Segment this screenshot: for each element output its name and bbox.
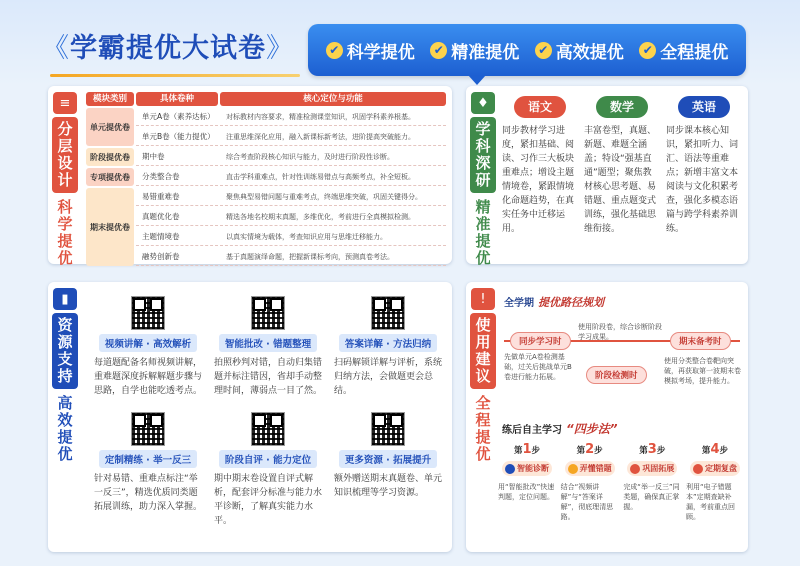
step-number: 第1步 bbox=[513, 442, 541, 457]
check-icon: ✔ bbox=[639, 42, 656, 59]
table-row bbox=[136, 228, 446, 246]
resource-desc: 针对易错、重难点标注“举一反三”，精选优质同类题拓展训练，助力深入掌握。 bbox=[94, 474, 203, 512]
method-heading: 练后自主学习 “四步法” bbox=[502, 422, 618, 436]
table-row bbox=[136, 108, 446, 126]
section-tag-main: 分层设计 bbox=[52, 117, 78, 193]
step-name: 智能诊断 bbox=[502, 461, 552, 476]
subject-desc: 丰富卷型，真题、新题、难题全涵盖；特设“强基直通”题型；聚焦教材核心思考题、易错题、重点题变式训练，强化基础思维衔接。 bbox=[584, 126, 657, 234]
subject-card bbox=[502, 96, 578, 236]
resource-desc: 每道题配备名师视频讲解，重难题深度拆解解题步骤与思路，自学也能吃透考点。 bbox=[94, 358, 203, 396]
category-cell: 期末提优卷 bbox=[86, 188, 134, 266]
step-name: 巩固拓展 bbox=[627, 461, 677, 476]
paper-function: 注重思维深化应用，融入新课标新考法，进阶提高突破能力。 bbox=[220, 128, 446, 146]
resource-item bbox=[92, 412, 204, 528]
feature-badge: ✔ 精准提优 bbox=[430, 38, 519, 63]
section-tag-sub: 精准提优 bbox=[475, 198, 491, 267]
cap-icon: ♦ bbox=[471, 92, 495, 114]
step-icon bbox=[568, 464, 578, 474]
subject-research-panel bbox=[466, 86, 748, 267]
step-desc: 完成“举一反三”同类题，确保真正掌握。 bbox=[623, 483, 680, 511]
note-midterm: 使用阶段卷，综合诊断阶段学习成果。 bbox=[578, 323, 662, 341]
step-number: 第3步 bbox=[639, 442, 666, 457]
title-bracket-open: 《 bbox=[42, 33, 70, 64]
subject-desc: 同步课本核心知识，紧扣听力、词汇、语法等重难点；新增丰富文本阅读与文化积累考查，强化多模态语篇与跨学科素养训练。 bbox=[666, 126, 739, 234]
section-tag bbox=[466, 282, 500, 463]
title-underline bbox=[50, 74, 300, 77]
section-tag-sub: 全程提优 bbox=[475, 394, 491, 463]
method-step bbox=[686, 442, 744, 522]
category-cell: 专项提优卷 bbox=[86, 168, 134, 186]
category-cell: 单元提优卷 bbox=[86, 108, 134, 146]
exam-type-table bbox=[86, 92, 446, 268]
paper-name: 融势创新卷 bbox=[136, 248, 218, 266]
step-desc: 结合“视频讲解”与“答案详解”，彻底理清思路。 bbox=[560, 483, 614, 521]
book-icon: ▮ bbox=[53, 288, 77, 310]
feature-badge: ✔ 科学提优 bbox=[326, 38, 415, 63]
header-function: 核心定位与功能 bbox=[220, 92, 446, 106]
subject-name: 语文 bbox=[514, 96, 566, 118]
paper-function: 聚焦典型易错问题与重难考点，终端思维突破，巩固关键得分。 bbox=[220, 188, 446, 206]
resource-title: 阶段自评 · 能力定位 bbox=[219, 450, 317, 468]
paper-function: 以真实情境为载体，考查知识应用与思维迁移能力。 bbox=[220, 228, 446, 246]
layered-design-panel bbox=[48, 86, 452, 267]
qr-code-icon[interactable] bbox=[371, 412, 405, 446]
stage-sync: 同步学习时 bbox=[510, 332, 571, 350]
resource-title: 更多资源 · 拓展提升 bbox=[339, 450, 437, 468]
section-tag-sub: 科学提优 bbox=[57, 198, 73, 267]
resource-desc: 扫码解锁详解与评析，系统归纳方法，会做题更会总结。 bbox=[334, 358, 443, 396]
table-row bbox=[136, 248, 446, 266]
resource-item bbox=[92, 296, 204, 398]
section-tag-main: 使用建议 bbox=[470, 313, 496, 389]
resource-title: 视频讲解 · 高效解析 bbox=[99, 334, 197, 352]
header-category: 模块类别 bbox=[86, 92, 134, 106]
resource-item bbox=[332, 296, 444, 398]
qr-code-icon[interactable] bbox=[131, 296, 165, 330]
resource-desc: 额外赠送期末真题卷、单元知识梳理等学习资源。 bbox=[334, 474, 443, 498]
qr-code-icon[interactable] bbox=[251, 296, 285, 330]
paper-name: 单元A卷（素养达标） bbox=[136, 108, 218, 126]
paper-function: 综合考查阶段核心知识与能力，及时进行阶段性诊断。 bbox=[220, 148, 446, 166]
paper-function: 直击学科重难点，针对性训练易错点与高频考点，补全短板。 bbox=[220, 168, 446, 186]
section-tag-main: 学科深研 bbox=[470, 117, 496, 193]
resource-title: 智能批改 · 错题整理 bbox=[219, 334, 317, 352]
book-title bbox=[42, 26, 294, 72]
check-icon: ✔ bbox=[326, 42, 343, 59]
step-number: 第4步 bbox=[701, 442, 728, 457]
qr-code-icon[interactable] bbox=[131, 412, 165, 446]
paper-function: 对标教材内容要求，精准检测课堂知识，巩固学科素养根基。 bbox=[220, 108, 446, 126]
note-final: 使用分类整合卷靶向突破，再获取第一波期末卷模拟考场，提升能力。 bbox=[664, 357, 741, 385]
subject-name: 数学 bbox=[596, 96, 648, 118]
stage-midterm: 阶段检测时 bbox=[586, 366, 647, 384]
alert-icon: ! bbox=[471, 288, 495, 310]
step-icon bbox=[630, 464, 640, 474]
resource-item bbox=[212, 412, 324, 528]
step-desc: 用“智能批改”快速判题，定位问题。 bbox=[498, 483, 555, 501]
step-name: 弄懂错题 bbox=[565, 461, 615, 476]
paper-name: 分类整合卷 bbox=[136, 168, 218, 186]
stage-final: 期末备考时 bbox=[670, 332, 731, 350]
resource-support-panel bbox=[48, 282, 452, 552]
step-desc: 利用“电子错题本”定期查缺补漏，考前重点回顾。 bbox=[685, 483, 735, 521]
paper-function: 精选各地名校期末真题，多维优化，考前进行全真模拟检测。 bbox=[220, 208, 446, 226]
header-paper: 具体卷种 bbox=[136, 92, 218, 106]
resource-item bbox=[212, 296, 324, 398]
subject-desc: 同步教材学习进度，紧扣基础、阅读、习作三大板块重难点；增设主题情境卷，紧跟情境化命题趋势，在真实任务中迁移运用。 bbox=[502, 126, 575, 234]
layers-icon: ≡ bbox=[53, 92, 77, 114]
step-number: 第2步 bbox=[576, 442, 603, 457]
paper-name: 真题优化卷 bbox=[136, 208, 218, 226]
method-step bbox=[623, 442, 681, 522]
qr-code-icon[interactable] bbox=[371, 296, 405, 330]
qr-code-icon[interactable] bbox=[251, 412, 285, 446]
section-tag-main: 资源支持 bbox=[52, 313, 78, 389]
paper-name: 期中卷 bbox=[136, 148, 218, 166]
section-tag bbox=[48, 86, 82, 267]
table-row bbox=[136, 208, 446, 226]
paper-name: 主题情境卷 bbox=[136, 228, 218, 246]
title-bracket-close: 》 bbox=[266, 33, 294, 64]
table-row bbox=[136, 188, 446, 206]
usage-advice-panel bbox=[466, 282, 748, 552]
method-step bbox=[498, 442, 556, 522]
check-icon: ✔ bbox=[430, 42, 447, 59]
paper-name: 单元B卷（能力提优） bbox=[136, 128, 218, 146]
resource-item bbox=[332, 412, 444, 528]
table-row bbox=[136, 148, 446, 166]
section-tag bbox=[466, 86, 500, 267]
category-cell: 阶段提优卷 bbox=[86, 148, 134, 166]
step-icon bbox=[505, 464, 515, 474]
subject-name: 英语 bbox=[678, 96, 730, 118]
feature-badge: ✔ 全程提优 bbox=[639, 38, 728, 63]
check-icon: ✔ bbox=[535, 42, 552, 59]
table-row bbox=[136, 128, 446, 146]
subject-card bbox=[584, 96, 660, 236]
title-text: 学霸提优大试卷 bbox=[70, 33, 266, 64]
step-name: 定期复盘 bbox=[690, 461, 740, 476]
section-tag bbox=[48, 282, 82, 463]
path-heading: 全学期 提优路径规划 bbox=[504, 296, 604, 309]
feature-banner bbox=[308, 24, 746, 76]
table-row bbox=[136, 168, 446, 186]
section-tag-sub: 高效提优 bbox=[57, 394, 73, 463]
resource-desc: 拍照秒判对错，自动归集错题并标注错因，省却手动整理时间，薄弱点一目了然。 bbox=[214, 358, 323, 396]
resource-title: 定制精练 · 举一反三 bbox=[99, 450, 197, 468]
paper-function: 基于真题演绎命题，把握新课标考向，预测真卷考法。 bbox=[220, 248, 446, 266]
table-header bbox=[86, 92, 446, 106]
resource-desc: 期中期末卷设置自评式解析，配套评分标准与能力水平诊断，了解真实能力水平。 bbox=[214, 474, 323, 526]
feature-badge: ✔ 高效提优 bbox=[535, 38, 624, 63]
subject-card bbox=[666, 96, 742, 236]
step-icon bbox=[693, 464, 703, 474]
note-sync: 先做单元A卷检测基础，过关后挑战单元B卷进行能力拓展。 bbox=[504, 353, 572, 381]
resource-title: 答案详解 · 方法归纳 bbox=[339, 334, 437, 352]
paper-name: 易错重难卷 bbox=[136, 188, 218, 206]
method-step bbox=[561, 442, 619, 522]
